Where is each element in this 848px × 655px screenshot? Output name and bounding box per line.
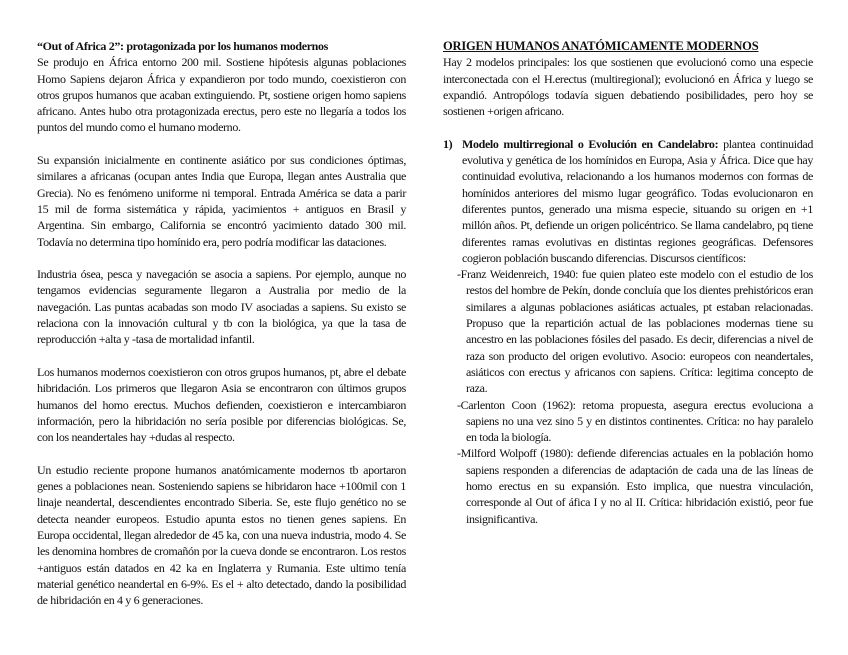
list-item-label: Modelo multirregional o Evolución en Candelabro: <box>462 136 719 151</box>
right-column <box>443 38 813 527</box>
subitem-wolpoff: -Milford Wolpoff (1980): defiende diferencias actuales en la población homo sapiens responden a diferencias de adaptación de cada una de las líneas de homo erectus en su expansión. Esto implica, que nuestra vinculación, corresponde al Out of áfica I y no al II. Crítica: hibridación existió, peor fue insignificantiva. <box>457 446 813 526</box>
section-title-origen: ORIGEN HUMANOS ANATÓMICAMENTE MODERNOS <box>443 39 759 53</box>
intro-paragraph: Hay 2 modelos principales: los que sostienen que evolucionó como una especie interconectada con el H.erectus (multiregional); evolucionó en África y luego se expandió. Antropólogs todavía siguen debatiendo posibilidades, pero hoy se sostienen +origen africano. <box>443 55 813 119</box>
left-column <box>37 38 406 625</box>
paragraph: Su expansión inicialmente en continente asiático por sus condiciones óptimas, similares a africanas (ocupan antes India que Europa, llegan antes Australia que Grecia). No es fenómeno uniforme ni temporal. Entrada América se data a parir 15 mil de forma sistemática y rápida, yacimientos + antiguos en Brasil y Argentina. Sin embargo, California se encontró yacimiento datado 300 mil. Todavía no determina tipo homínido era, pero podría modificar las dataciones. <box>37 153 406 249</box>
list-item-text <box>462 136 813 266</box>
list-number: 1) <box>443 136 453 151</box>
section-title-out-of-africa: “Out of Africa 2”: protagonizada por los humanos modernos <box>37 39 328 53</box>
subitem-coon: -Carlenton Coon (1962): retoma propuesta, asegura erectus evoluciona a sapiens no una vez sino 5 y en distintos continentes. Crítica: no hay paralelo en toda la biología. <box>457 397 813 445</box>
paragraph: Los humanos modernos coexistieron con otros grupos humanos, pt, abre el debate hibridación. Los primeros que llegaron Asia se encontraron con últimos grupos humanos del homo erectus. Muchos defienden, coexistieron e intercambiaron información, pero la hibridación no sería posible por diferencias biológicas. Se, con los neandertales hay +dudas al respecto. <box>37 364 406 445</box>
list-item-multiregional <box>443 136 813 266</box>
paragraph: Se produjo en África entorno 200 mil. Sostiene hipótesis algunas poblaciones Homo Sapiens dejaron África y expandieron por todo mundo, coexistieron con otros grupos humanos que acaban extinguiendo. Pt, sostiene origen homo sapiens africano. Antes hubo otra protagonizada erectus, pero este no llegaría a todos los puntos del mundo como el humano moderno. <box>37 55 406 135</box>
paragraph: Un estudio reciente propone humanos anatómicamente modernos tb aportaron genes a poblaciones nean. Sosteniendo sapiens se hibridaron hace +100mil con 1 linaje neandertal, descendientes encontrado Siberia. Se, este flujo genético no se detecta neander europeos. Estudio apunta estos no tienen genes sapiens. En Europa occidental, llegan alrededor de 45 ka, con una nueva industria, modo 4. Se les denomina hombres de cromañón por la cueva donde se encontraron. Los restos +antiguos están datados en 42 ka en Inglaterra y Rumania. Este ultimo tenía material genético neandertal en 6-9%. Es el + alto detectado, dando la posibilidad de hibridación en 4 y 6 generaciones. <box>37 462 406 608</box>
subitem-weidenreich: -Franz Weidenreich, 1940: fue quien plateo este modelo con el estudio de los restos del hombre de Pekín, donde concluía que los dientes prehistóricos eran similares a algunas poblaciones asiáticas actuales, pt estaban relacionadas. Propuso que la repartición actual de las poblaciones modernas tiene su ancestro en las poblaciones fósiles del pasado. Es decir, diferencias a nivel de raza son producto del origen evolutivo. Asocio: europeos con neandertales, asiáticos con erectus y africanos con sapiens. Crítica: legitima concepto de raza. <box>457 267 813 396</box>
paragraph: Industria ósea, pesca y navegación se asocia a sapiens. Por ejemplo, aunque no tengamos evidencias seguramente llegaron a Australia por medio de la navegación. Las puntas acabadas son modo IV asociadas a sapiens. Su existo se relaciona con la innovación cultural y tb con la biológica, ya que la tasa de reproducción +alta y -tasa de mortalidad infantil. <box>37 267 406 347</box>
list-item-body: plantea continuidad evolutiva y genética de los homínidos en Europa, Asia y África. Dice que hay continuidad evolutiva, relacionando a los humanos modernos con formas de homínidos anteriores del mismo lugar geográfico. Todas evolucionaron en diferentes puntos, generado una misma especie, situando su origen en +1 millón años. Pt, defiende un origen policéntrico. Se llama candelabro, pq tiene diferentes ramas evolutivas en distintas regiones geográficas. Defensores cogieron población buscando diferencias. Discursos científicos: <box>462 136 813 265</box>
